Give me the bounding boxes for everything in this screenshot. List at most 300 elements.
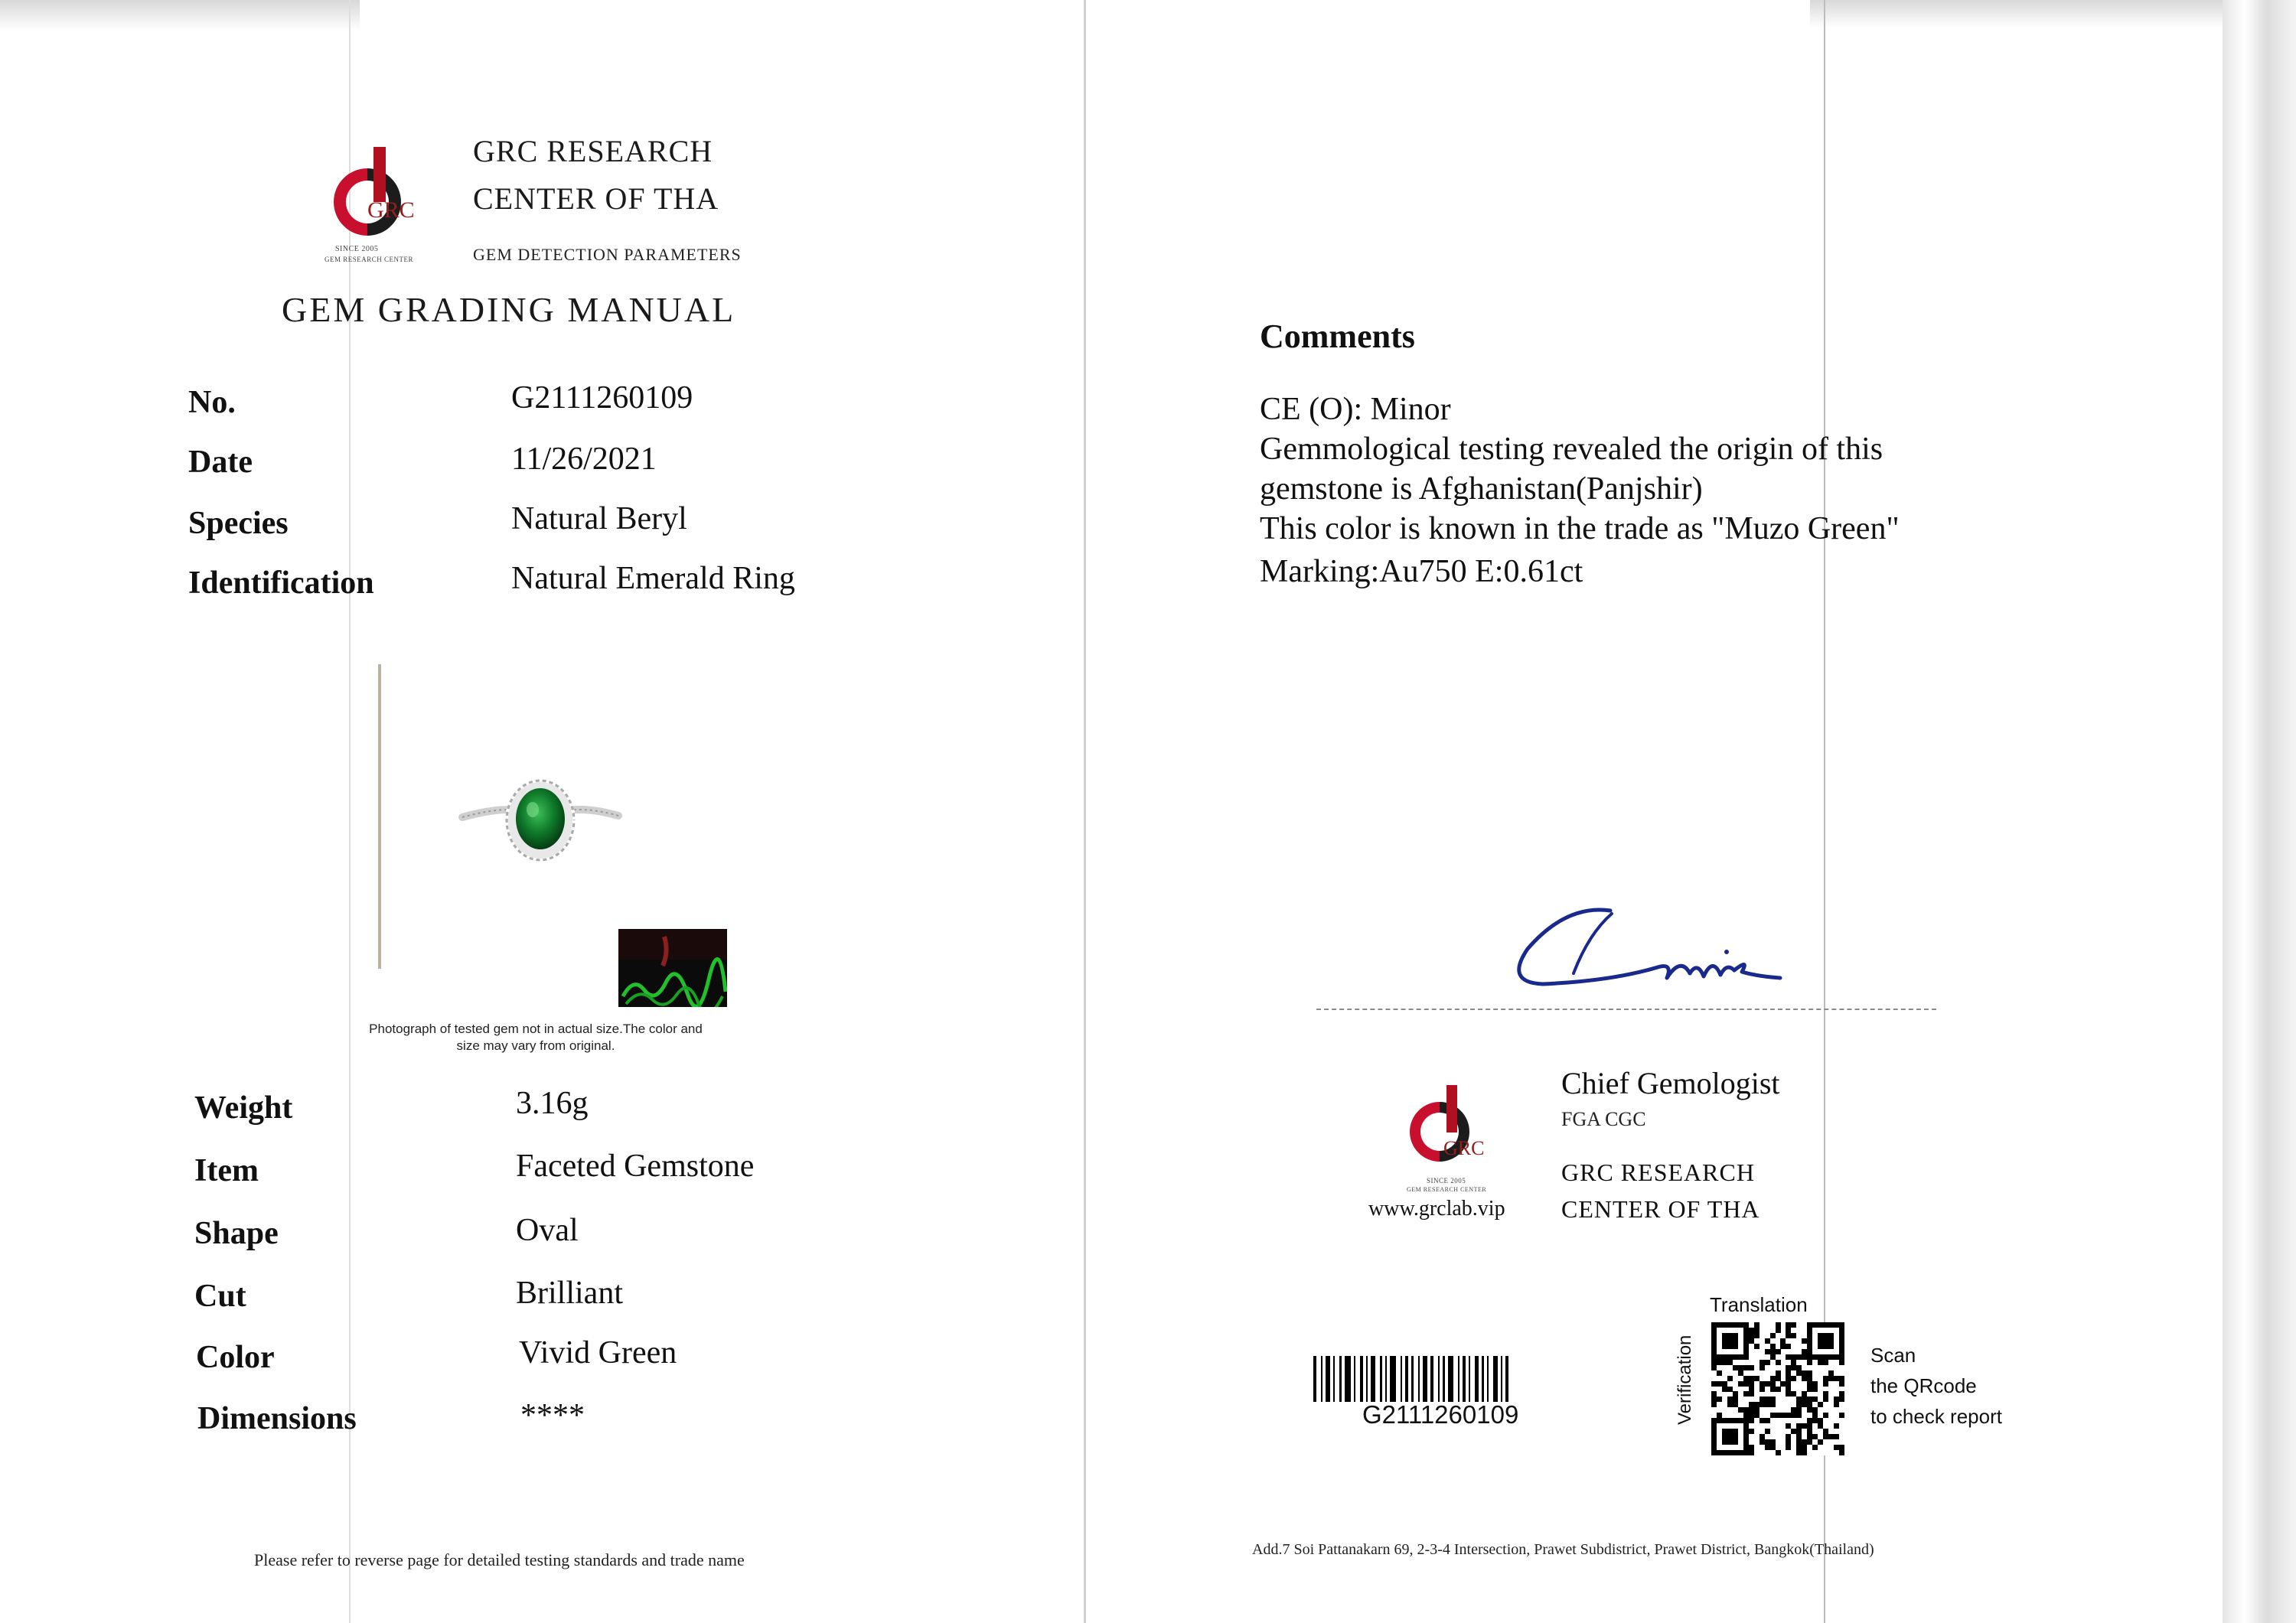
barcode-bar bbox=[1380, 1356, 1382, 1402]
barcode-bar bbox=[1443, 1356, 1445, 1402]
qr-module bbox=[1776, 1413, 1781, 1418]
qr-module bbox=[1738, 1370, 1743, 1376]
qr-module bbox=[1812, 1434, 1818, 1439]
qr-module bbox=[1760, 1365, 1765, 1370]
center-fold bbox=[1084, 0, 1086, 1623]
qr-module bbox=[1743, 1439, 1749, 1445]
qr-module bbox=[1807, 1322, 1812, 1328]
qr-module bbox=[1812, 1418, 1818, 1423]
qr-module bbox=[1834, 1322, 1839, 1328]
qr-module bbox=[1802, 1391, 1807, 1396]
qr-module bbox=[1717, 1413, 1722, 1418]
signature bbox=[1497, 903, 1788, 1002]
qr-module bbox=[1807, 1434, 1812, 1439]
qr-module bbox=[1722, 1322, 1727, 1328]
qr-module bbox=[1749, 1338, 1754, 1344]
qr-module bbox=[1711, 1445, 1717, 1450]
qr-module bbox=[1807, 1354, 1812, 1360]
qr-module bbox=[1828, 1333, 1834, 1338]
qr-module bbox=[1796, 1439, 1802, 1445]
field-label-no: No. bbox=[188, 385, 236, 420]
barcode-bar bbox=[1423, 1356, 1427, 1402]
qr-module bbox=[1802, 1445, 1807, 1450]
qr-module bbox=[1796, 1413, 1802, 1418]
qr-module bbox=[1807, 1439, 1812, 1445]
qr-module bbox=[1749, 1407, 1754, 1413]
qr-module bbox=[1727, 1338, 1733, 1344]
page-edge bbox=[2223, 0, 2296, 1623]
qr-module bbox=[1743, 1429, 1749, 1434]
qr-module bbox=[1727, 1333, 1733, 1338]
barcode-bar bbox=[1354, 1356, 1355, 1402]
qr-module bbox=[1711, 1354, 1717, 1360]
qr-module bbox=[1839, 1333, 1844, 1338]
barcode-bar bbox=[1487, 1356, 1489, 1402]
qr-module bbox=[1765, 1445, 1770, 1450]
qr-module bbox=[1823, 1391, 1828, 1396]
qr-module bbox=[1770, 1445, 1776, 1450]
qr-module bbox=[1743, 1322, 1749, 1328]
page-title: GEM GRADING MANUAL bbox=[282, 290, 736, 329]
qr-module bbox=[1749, 1381, 1754, 1387]
comment-line-3: gemstone is Afghanistan(Panjshir) bbox=[1260, 471, 1703, 507]
qr-module bbox=[1770, 1439, 1776, 1445]
qr-module bbox=[1722, 1333, 1727, 1338]
qr-module bbox=[1733, 1439, 1738, 1445]
qr-module bbox=[1796, 1450, 1802, 1455]
qr-module bbox=[1765, 1418, 1770, 1423]
qr-module bbox=[1754, 1328, 1760, 1333]
qr-module bbox=[1796, 1365, 1802, 1370]
qr-module bbox=[1717, 1418, 1722, 1423]
qr-module bbox=[1743, 1413, 1749, 1418]
qr-module bbox=[1717, 1322, 1722, 1328]
scan-line-3: to check report bbox=[1870, 1405, 2002, 1428]
qr-module bbox=[1749, 1328, 1754, 1333]
qr-module bbox=[1786, 1413, 1791, 1418]
qr-module bbox=[1749, 1445, 1754, 1450]
qr-module bbox=[1733, 1396, 1738, 1402]
qr-module bbox=[1791, 1407, 1796, 1413]
qr-module bbox=[1834, 1376, 1839, 1381]
comments-heading: Comments bbox=[1260, 318, 1415, 355]
qr-module bbox=[1796, 1407, 1802, 1413]
qr-module bbox=[1733, 1391, 1738, 1396]
field-value-identification: Natural Emerald Ring bbox=[511, 561, 795, 596]
qr-module bbox=[1733, 1322, 1738, 1328]
qr-module bbox=[1839, 1349, 1844, 1354]
qr-module bbox=[1776, 1387, 1781, 1392]
field-value-shape: Oval bbox=[516, 1213, 579, 1248]
qr-module bbox=[1786, 1333, 1791, 1338]
barcode-bar bbox=[1438, 1356, 1440, 1402]
qr-module bbox=[1770, 1376, 1776, 1381]
header-line-2: CENTER OF THA bbox=[473, 181, 719, 216]
qr-module bbox=[1711, 1418, 1717, 1423]
qr-module bbox=[1818, 1333, 1823, 1338]
qr-module bbox=[1776, 1370, 1781, 1376]
qr-module bbox=[1839, 1354, 1844, 1360]
field-label-date: Date bbox=[188, 445, 253, 480]
field-value-item: Faceted Gemstone bbox=[516, 1149, 755, 1184]
qr-module bbox=[1765, 1402, 1770, 1407]
qr-module bbox=[1765, 1396, 1770, 1402]
qr-module bbox=[1834, 1423, 1839, 1429]
qr-module bbox=[1727, 1360, 1733, 1365]
field-label-shape: Shape bbox=[194, 1216, 279, 1251]
qr-module bbox=[1760, 1439, 1765, 1445]
qr-module bbox=[1722, 1338, 1727, 1344]
qr-module bbox=[1823, 1429, 1828, 1434]
qr-module bbox=[1786, 1381, 1791, 1387]
qr-module bbox=[1796, 1396, 1802, 1402]
qr-module bbox=[1802, 1338, 1807, 1344]
qr-module bbox=[1823, 1434, 1828, 1439]
photo-caption-line-2: size may vary from original. bbox=[456, 1038, 615, 1053]
right-page bbox=[1085, 0, 2223, 1623]
qr-module bbox=[1839, 1413, 1844, 1418]
qr-module bbox=[1834, 1402, 1839, 1407]
qr-module bbox=[1733, 1344, 1738, 1349]
qr-module bbox=[1791, 1333, 1796, 1338]
qr-module bbox=[1760, 1387, 1765, 1392]
qr-module bbox=[1770, 1396, 1776, 1402]
qr-module bbox=[1760, 1360, 1765, 1365]
qr-module bbox=[1717, 1381, 1722, 1387]
qr-module bbox=[1711, 1434, 1717, 1439]
qr-module bbox=[1834, 1445, 1839, 1450]
barcode-bar bbox=[1313, 1356, 1316, 1402]
qr-module bbox=[1722, 1354, 1727, 1360]
qr-module bbox=[1796, 1354, 1802, 1360]
qr-module bbox=[1749, 1450, 1754, 1455]
barcode-bar bbox=[1475, 1356, 1479, 1402]
qr-module bbox=[1776, 1450, 1781, 1455]
field-label-species: Species bbox=[188, 506, 289, 541]
field-value-weight: 3.16g bbox=[516, 1086, 589, 1121]
qr-module bbox=[1839, 1360, 1844, 1365]
field-label-weight: Weight bbox=[194, 1090, 293, 1126]
qr-module bbox=[1791, 1322, 1796, 1328]
qr-module bbox=[1743, 1365, 1749, 1370]
barcode-bar bbox=[1469, 1356, 1470, 1402]
qr-module bbox=[1743, 1450, 1749, 1455]
qr-module bbox=[1812, 1445, 1818, 1450]
qr-module bbox=[1818, 1418, 1823, 1423]
qr-module bbox=[1727, 1439, 1733, 1445]
qr-module bbox=[1802, 1376, 1807, 1381]
barcode-bar bbox=[1401, 1356, 1402, 1402]
qr-module bbox=[1786, 1434, 1791, 1439]
qr-module bbox=[1722, 1387, 1727, 1392]
qr-module bbox=[1786, 1344, 1791, 1349]
qr-module bbox=[1786, 1370, 1791, 1376]
barcode-bar bbox=[1411, 1356, 1414, 1402]
qr-module bbox=[1765, 1349, 1770, 1354]
qr-module bbox=[1839, 1450, 1844, 1455]
qr-module bbox=[1812, 1322, 1818, 1328]
qr-module bbox=[1770, 1333, 1776, 1338]
qr-module bbox=[1754, 1376, 1760, 1381]
qr-module bbox=[1839, 1381, 1844, 1387]
qr-module bbox=[1765, 1360, 1770, 1365]
field-value-no: G2111260109 bbox=[511, 380, 693, 416]
qr-module bbox=[1802, 1354, 1807, 1360]
barcode-icon bbox=[1313, 1356, 1604, 1402]
qr-module bbox=[1770, 1349, 1776, 1354]
qr-module bbox=[1760, 1396, 1765, 1402]
qr-module bbox=[1818, 1423, 1823, 1429]
qr-module bbox=[1711, 1333, 1717, 1338]
qr-module bbox=[1711, 1349, 1717, 1354]
qr-module bbox=[1727, 1387, 1733, 1392]
qr-module bbox=[1828, 1376, 1834, 1381]
qr-module bbox=[1770, 1354, 1776, 1360]
qr-module bbox=[1743, 1418, 1749, 1423]
qr-module bbox=[1765, 1429, 1770, 1434]
qr-module bbox=[1818, 1344, 1823, 1349]
qr-module bbox=[1818, 1322, 1823, 1328]
qr-module bbox=[1807, 1360, 1812, 1365]
qr-module bbox=[1754, 1333, 1760, 1338]
qr-module bbox=[1823, 1376, 1828, 1381]
qr-module bbox=[1828, 1370, 1834, 1376]
signature-line bbox=[1316, 1009, 1936, 1010]
barcode-bar bbox=[1385, 1356, 1387, 1402]
qr-module bbox=[1727, 1429, 1733, 1434]
qr-module bbox=[1796, 1429, 1802, 1434]
barcode-bar bbox=[1418, 1356, 1420, 1402]
ruler-line bbox=[378, 664, 381, 969]
qr-module bbox=[1727, 1396, 1733, 1402]
qr-module bbox=[1722, 1418, 1727, 1423]
field-value-date: 11/26/2021 bbox=[511, 442, 657, 477]
qr-module bbox=[1802, 1396, 1807, 1402]
qr-module bbox=[1743, 1391, 1749, 1396]
qr-module bbox=[1743, 1344, 1749, 1349]
qr-module bbox=[1802, 1450, 1807, 1455]
qr-module bbox=[1786, 1322, 1791, 1328]
qr-module bbox=[1754, 1322, 1760, 1328]
qr-module bbox=[1776, 1322, 1781, 1328]
field-label-color: Color bbox=[196, 1340, 275, 1375]
qr-module bbox=[1802, 1349, 1807, 1354]
qr-module bbox=[1738, 1365, 1743, 1370]
barcode-bar bbox=[1366, 1356, 1368, 1402]
qr-module bbox=[1717, 1354, 1722, 1360]
qr-module bbox=[1727, 1344, 1733, 1349]
qr-module bbox=[1791, 1365, 1796, 1370]
qr-module bbox=[1812, 1413, 1818, 1418]
qr-module bbox=[1717, 1370, 1722, 1376]
qr-module bbox=[1754, 1344, 1760, 1349]
qr-module bbox=[1749, 1387, 1754, 1392]
barcode-bar bbox=[1458, 1356, 1459, 1402]
qr-module bbox=[1812, 1354, 1818, 1360]
qr-module bbox=[1760, 1418, 1765, 1423]
qr-module bbox=[1796, 1445, 1802, 1450]
qr-verification-label: Verification bbox=[1675, 1335, 1695, 1425]
qr-code-icon[interactable] bbox=[1711, 1322, 1844, 1455]
org-line-2: CENTER OF THA bbox=[1561, 1195, 1760, 1223]
emerald-ring-image bbox=[456, 771, 625, 871]
field-label-dimensions: Dimensions bbox=[197, 1401, 357, 1436]
qr-module bbox=[1727, 1434, 1733, 1439]
photo-caption-line-1: Photograph of tested gem not in actual size.The color and bbox=[369, 1022, 703, 1036]
qr-module bbox=[1812, 1387, 1818, 1392]
qr-module bbox=[1807, 1429, 1812, 1434]
qr-module bbox=[1727, 1418, 1733, 1423]
qr-module bbox=[1770, 1381, 1776, 1387]
qr-module bbox=[1786, 1391, 1791, 1396]
qr-module bbox=[1791, 1429, 1796, 1434]
chief-gemologist-title: Chief Gemologist bbox=[1561, 1066, 1780, 1100]
qr-module bbox=[1711, 1328, 1717, 1333]
qr-module bbox=[1834, 1396, 1839, 1402]
barcode-bar bbox=[1326, 1356, 1330, 1402]
qr-module bbox=[1738, 1418, 1743, 1423]
field-value-color: Vivid Green bbox=[519, 1335, 677, 1370]
qr-module bbox=[1738, 1381, 1743, 1387]
qr-module bbox=[1796, 1370, 1802, 1376]
qr-module bbox=[1722, 1450, 1727, 1455]
comment-line-5: Marking:Au750 E:0.61ct bbox=[1260, 554, 1583, 589]
qr-module bbox=[1807, 1407, 1812, 1413]
qr-module bbox=[1823, 1413, 1828, 1418]
qr-module bbox=[1802, 1423, 1807, 1429]
header-line-1: GRC RESEARCH bbox=[473, 134, 713, 168]
qr-module bbox=[1711, 1396, 1717, 1402]
barcode-bar bbox=[1463, 1356, 1466, 1402]
barcode-bar bbox=[1321, 1356, 1322, 1402]
qr-module bbox=[1807, 1402, 1812, 1407]
qr-module bbox=[1807, 1396, 1812, 1402]
qr-module bbox=[1823, 1396, 1828, 1402]
qr-module bbox=[1733, 1354, 1738, 1360]
qr-module bbox=[1711, 1338, 1717, 1344]
qr-module bbox=[1839, 1391, 1844, 1396]
qr-module bbox=[1802, 1370, 1807, 1376]
barcode-number: G2111260109 bbox=[1362, 1400, 1519, 1429]
qr-module bbox=[1802, 1402, 1807, 1407]
qr-module bbox=[1786, 1439, 1791, 1445]
qr-module bbox=[1807, 1423, 1812, 1429]
qr-module bbox=[1722, 1439, 1727, 1445]
qr-module bbox=[1760, 1381, 1765, 1387]
qr-module bbox=[1749, 1413, 1754, 1418]
qr-module bbox=[1749, 1365, 1754, 1370]
barcode-bar bbox=[1371, 1356, 1375, 1402]
qr-module bbox=[1791, 1354, 1796, 1360]
qr-module bbox=[1743, 1333, 1749, 1338]
qr-module bbox=[1839, 1328, 1844, 1333]
qr-module bbox=[1823, 1344, 1828, 1349]
qr-module bbox=[1711, 1322, 1717, 1328]
qr-module bbox=[1786, 1354, 1791, 1360]
qr-module bbox=[1743, 1381, 1749, 1387]
qr-module bbox=[1749, 1429, 1754, 1434]
qr-module bbox=[1765, 1381, 1770, 1387]
qr-module bbox=[1807, 1376, 1812, 1381]
barcode-bar bbox=[1360, 1356, 1363, 1402]
qr-module bbox=[1711, 1381, 1717, 1387]
qr-module bbox=[1717, 1450, 1722, 1455]
qr-module bbox=[1812, 1381, 1818, 1387]
qr-module bbox=[1717, 1360, 1722, 1365]
qr-module bbox=[1733, 1338, 1738, 1344]
qr-module bbox=[1828, 1338, 1834, 1344]
qr-module bbox=[1743, 1445, 1749, 1450]
qr-module bbox=[1727, 1402, 1733, 1407]
qr-module bbox=[1818, 1439, 1823, 1445]
qr-module bbox=[1770, 1344, 1776, 1349]
qr-module bbox=[1711, 1423, 1717, 1429]
qr-module bbox=[1743, 1376, 1749, 1381]
qr-module bbox=[1786, 1328, 1791, 1333]
qr-module bbox=[1743, 1354, 1749, 1360]
barcode-bar bbox=[1339, 1356, 1342, 1402]
top-tab-left bbox=[0, 0, 360, 31]
field-label-item: Item bbox=[194, 1153, 259, 1188]
qr-translation-label: Translation bbox=[1710, 1293, 1808, 1316]
qr-module bbox=[1749, 1391, 1754, 1396]
barcode-bar bbox=[1333, 1356, 1335, 1402]
qr-module bbox=[1807, 1338, 1812, 1344]
qr-module bbox=[1812, 1407, 1818, 1413]
qr-module bbox=[1807, 1387, 1812, 1392]
qr-module bbox=[1749, 1333, 1754, 1338]
qr-module bbox=[1776, 1328, 1781, 1333]
qr-module bbox=[1733, 1429, 1738, 1434]
qr-module bbox=[1823, 1360, 1828, 1365]
field-value-dimensions: **** bbox=[520, 1398, 585, 1433]
qr-module bbox=[1738, 1354, 1743, 1360]
scan-line-2: the QRcode bbox=[1870, 1374, 1977, 1397]
qr-module bbox=[1780, 1344, 1786, 1349]
qr-module bbox=[1839, 1376, 1844, 1381]
address: Add.7 Soi Pattanakarn 69, 2-3-4 Intersection, Prawet Subdistrict, Prawet District, Bangkok(Thailand) bbox=[1252, 1541, 1874, 1558]
qr-module bbox=[1796, 1434, 1802, 1439]
qr-module bbox=[1818, 1338, 1823, 1344]
qr-module bbox=[1776, 1349, 1781, 1354]
qr-module bbox=[1839, 1344, 1844, 1349]
qr-module bbox=[1786, 1376, 1791, 1381]
qr-module bbox=[1796, 1402, 1802, 1407]
qr-module bbox=[1839, 1445, 1844, 1450]
barcode-bar bbox=[1505, 1356, 1508, 1402]
qr-module bbox=[1711, 1402, 1717, 1407]
qr-module bbox=[1722, 1381, 1727, 1387]
qr-module bbox=[1765, 1338, 1770, 1344]
qr-module bbox=[1828, 1434, 1834, 1439]
grc-logo-icon: GRC SINCE 2005 GEM RESEARCH CENTER bbox=[320, 147, 442, 269]
qr-module bbox=[1786, 1445, 1791, 1450]
qr-module bbox=[1738, 1407, 1743, 1413]
field-label-cut: Cut bbox=[194, 1279, 246, 1314]
qr-module bbox=[1711, 1344, 1717, 1349]
qr-module bbox=[1749, 1418, 1754, 1423]
qr-module bbox=[1780, 1338, 1786, 1344]
org-line-1: GRC RESEARCH bbox=[1561, 1159, 1755, 1186]
footer-note: Please refer to reverse page for detailed testing standards and trade name bbox=[254, 1550, 745, 1569]
field-value-species: Natural Beryl bbox=[511, 501, 687, 536]
qr-module bbox=[1727, 1376, 1733, 1381]
qr-module bbox=[1743, 1423, 1749, 1429]
barcode-bar bbox=[1501, 1356, 1502, 1402]
comment-line-4: This color is known in the trade as "Muzo Green" bbox=[1260, 511, 1900, 546]
qr-module bbox=[1807, 1349, 1812, 1354]
qr-module bbox=[1711, 1391, 1717, 1396]
